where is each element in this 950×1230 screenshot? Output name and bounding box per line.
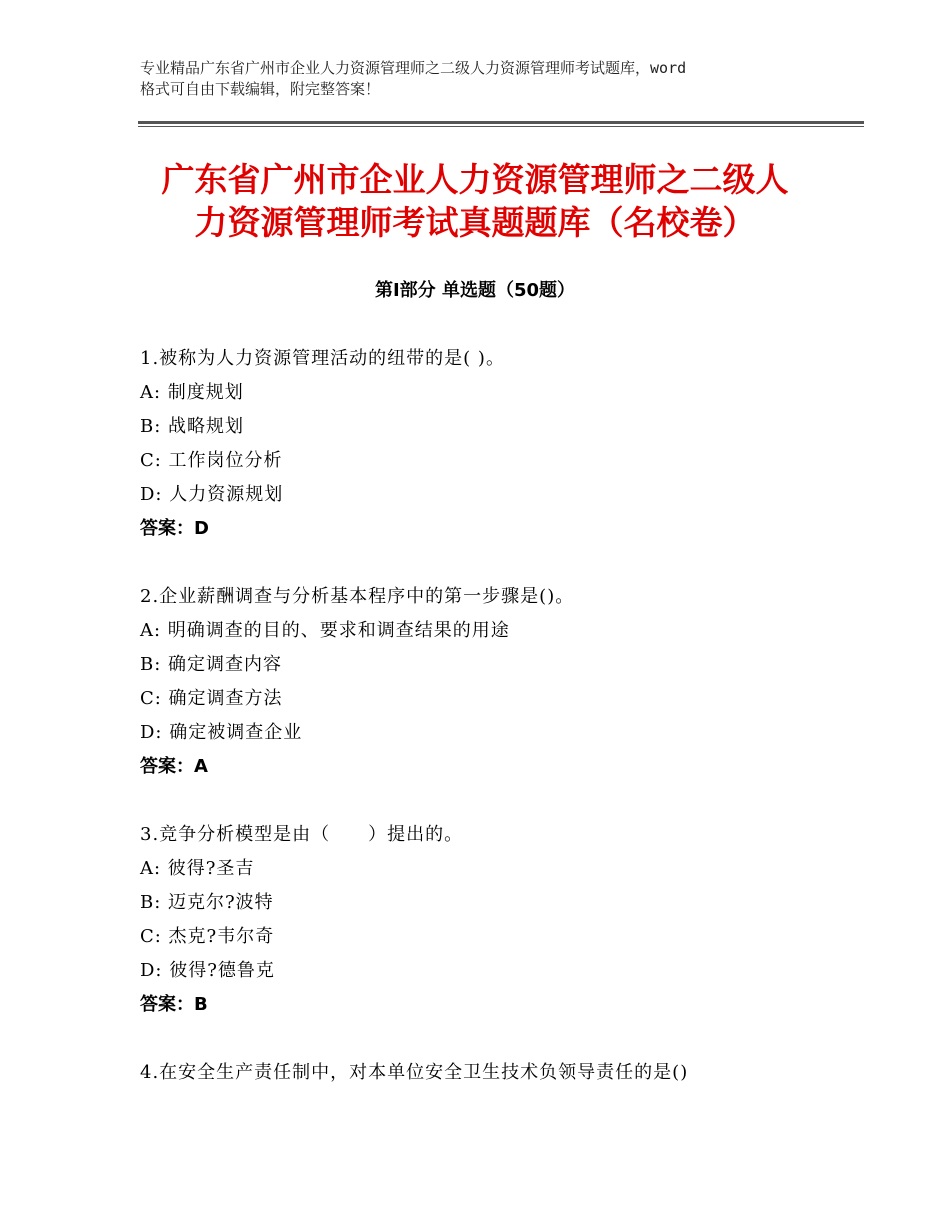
option-d: D: 人力资源规划 (140, 484, 284, 505)
question-1 (140, 345, 860, 549)
question-stem: 4.在安全生产责任制中，对本单位安全卫生技术负领导责任的是() (140, 1062, 689, 1083)
question-stem: 1.被称为人力资源管理活动的纽带的是( )。 (140, 348, 505, 369)
document-title (110, 158, 840, 244)
option-a: A: 明确调查的目的、要求和调查结果的用途 (140, 620, 510, 641)
option-d: D: 彼得?德鲁克 (140, 960, 275, 981)
answer-line: 答案：A (140, 756, 208, 777)
header-note-line-1: 专业精品广东省广州市企业人力资源管理师之二级人力资源管理师考试题库，word (140, 59, 687, 77)
header-note (140, 58, 840, 100)
option-b: B: 战略规划 (140, 416, 245, 437)
question-4 (140, 1059, 860, 1093)
question-stem: 3.竞争分析模型是由（ ）提出的。 (140, 824, 464, 845)
question-list (140, 345, 860, 1127)
option-b: B: 迈克尔?波特 (140, 892, 274, 913)
option-a: A: 彼得?圣吉 (140, 858, 255, 879)
option-c: C: 确定调查方法 (140, 688, 283, 709)
answer-line: 答案：B (140, 994, 208, 1015)
question-2 (140, 583, 860, 787)
question-stem: 2.企业薪酬调查与分析基本程序中的第一步骤是()。 (140, 586, 575, 607)
option-d: D: 确定被调查企业 (140, 722, 303, 743)
header-note-line-2: 格式可自由下载编辑，附完整答案！ (140, 80, 381, 98)
answer-line: 答案：D (140, 518, 209, 539)
option-b: B: 确定调查内容 (140, 654, 283, 675)
header-divider (138, 121, 864, 127)
option-c: C: 工作岗位分析 (140, 450, 283, 471)
document-title-line-2: 力资源管理师考试真题题库（名校卷） (194, 203, 756, 242)
section-heading: 第Ⅰ部分 单选题（50题） (374, 280, 575, 301)
option-c: C: 杰克?韦尔奇 (140, 926, 275, 947)
document-title-line-1: 广东省广州市企业人力资源管理师之二级人 (161, 160, 789, 199)
question-3 (140, 821, 860, 1025)
option-a: A: 制度规划 (140, 382, 244, 403)
